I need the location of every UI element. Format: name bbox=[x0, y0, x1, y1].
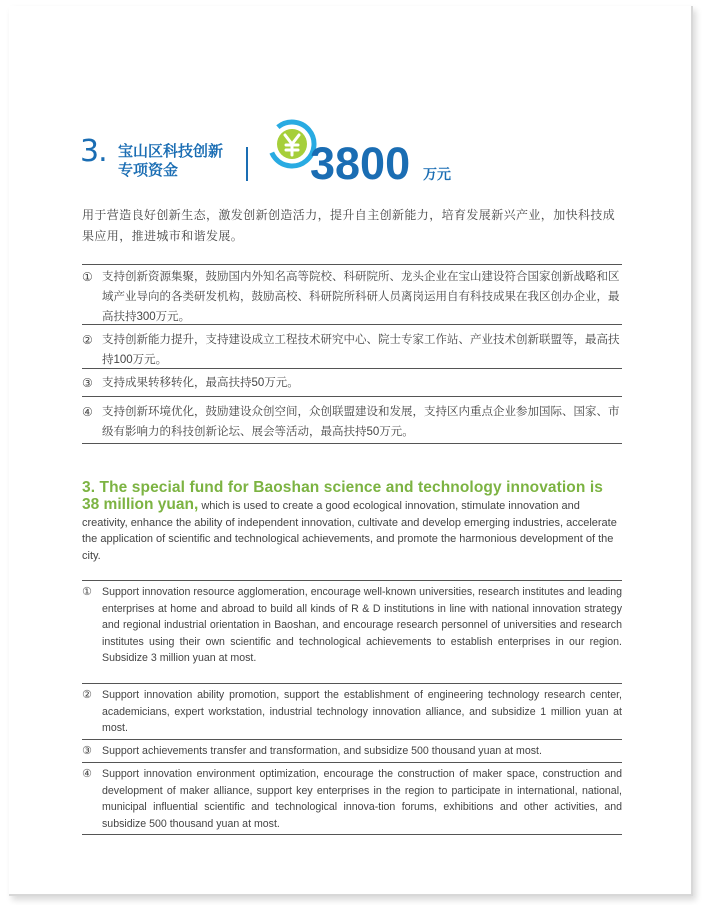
item-text: 支持创新能力提升，支持建设成立工程技术研究中心、院士专家工作站、产业技术创新联盟等，最高扶持100万元。 bbox=[102, 334, 620, 366]
en-heading: 3. The special fund for Baoshan science and technology innovation is bbox=[82, 479, 603, 496]
support-list-zh bbox=[82, 264, 622, 444]
item-number: ① bbox=[82, 270, 93, 284]
item-text: Support innovation resource agglomeration, encourage well-known universities, research institutes and leading enterprises at home and abroad to build all kinds of R & D institutions in line with national innovation strategy and regional industrial orientation in Baoshan, and encourage research personnel of universities and research institutes using their own scientific and technological achievements to establish enterprises in our region. Subsidize 3 million yuan at most. bbox=[102, 586, 622, 665]
en-heading-amount: 38 million yuan, bbox=[82, 496, 199, 513]
en-intro-text: which is used to create a good ecological innovation, stimulate innovation and creativity, enhance the ability of independent innovation, cultivate and develop emerging industries, accelerate the application of scientific and technological achievements, and promote the harmonious development of the city. bbox=[82, 500, 617, 562]
item-number: ③ bbox=[82, 376, 93, 390]
list-item bbox=[82, 369, 622, 397]
list-item bbox=[82, 740, 622, 763]
section-title bbox=[118, 142, 248, 180]
item-number: ② bbox=[82, 333, 93, 347]
list-item bbox=[82, 763, 622, 835]
item-number: ② bbox=[82, 689, 92, 701]
item-number: ① bbox=[82, 586, 92, 598]
item-text: 支持创新资源集聚，鼓励国内外知名高等院校、科研院所、龙头企业在宝山建设符合国家创新战略和区域产业导向的各类研发机构，鼓励高校、科研院所科研人员离岗运用自有科技成果在我区创办企业，最高扶持300万元。 bbox=[102, 271, 620, 323]
item-text: Support innovation ability promotion, support the establishment of engineering technology research center, academicians, expert workstation, industrial technology innovation alliance, and subsidize 1 million yuan at most. bbox=[102, 689, 622, 735]
list-item bbox=[82, 397, 622, 444]
list-item bbox=[82, 684, 622, 740]
section-title-line1: 宝山区科技创新 bbox=[118, 143, 224, 160]
item-number: ④ bbox=[82, 768, 92, 780]
item-number: ④ bbox=[82, 405, 93, 419]
title-divider bbox=[246, 147, 248, 181]
fund-amount-unit: 万元 bbox=[423, 166, 451, 182]
item-text: Support achievements transfer and transformation, and subsidize 500 thousand yuan at most. bbox=[102, 745, 542, 757]
item-text: 支持成果转移转化，最高扶持50万元。 bbox=[102, 377, 299, 389]
support-list-en bbox=[82, 580, 622, 835]
list-item bbox=[82, 325, 622, 369]
list-item bbox=[82, 580, 622, 684]
section-title-line2: 专项资金 bbox=[118, 162, 179, 179]
item-text: 支持创新环境优化，鼓励建设众创空间，众创联盟建设和发展，支持区内重点企业参加国际、国家、市级有影响力的科技创新论坛、展会等活动，最高扶持50万元。 bbox=[102, 406, 620, 438]
intro-paragraph-en bbox=[82, 497, 622, 564]
list-item bbox=[82, 264, 622, 325]
intro-paragraph-zh: 用于营造良好创新生态，激发创新创造活力，提升自主创新能力，培育发展新兴产业，加快科技成果应用，推进城市和谐发展。 bbox=[82, 208, 616, 243]
section-number: 3. bbox=[80, 134, 107, 169]
item-text: Support innovation environment optimization, encourage the construction of maker space, construction and development of maker alliance, support key enterprises in the region to participate in international, national, municipal influential scientific and technological innova-tion forums, exhibitions and other activities, and subsidize 500 thousand yuan at most. bbox=[102, 768, 622, 830]
item-number: ③ bbox=[82, 745, 92, 757]
fund-amount: 3800 bbox=[310, 138, 411, 189]
